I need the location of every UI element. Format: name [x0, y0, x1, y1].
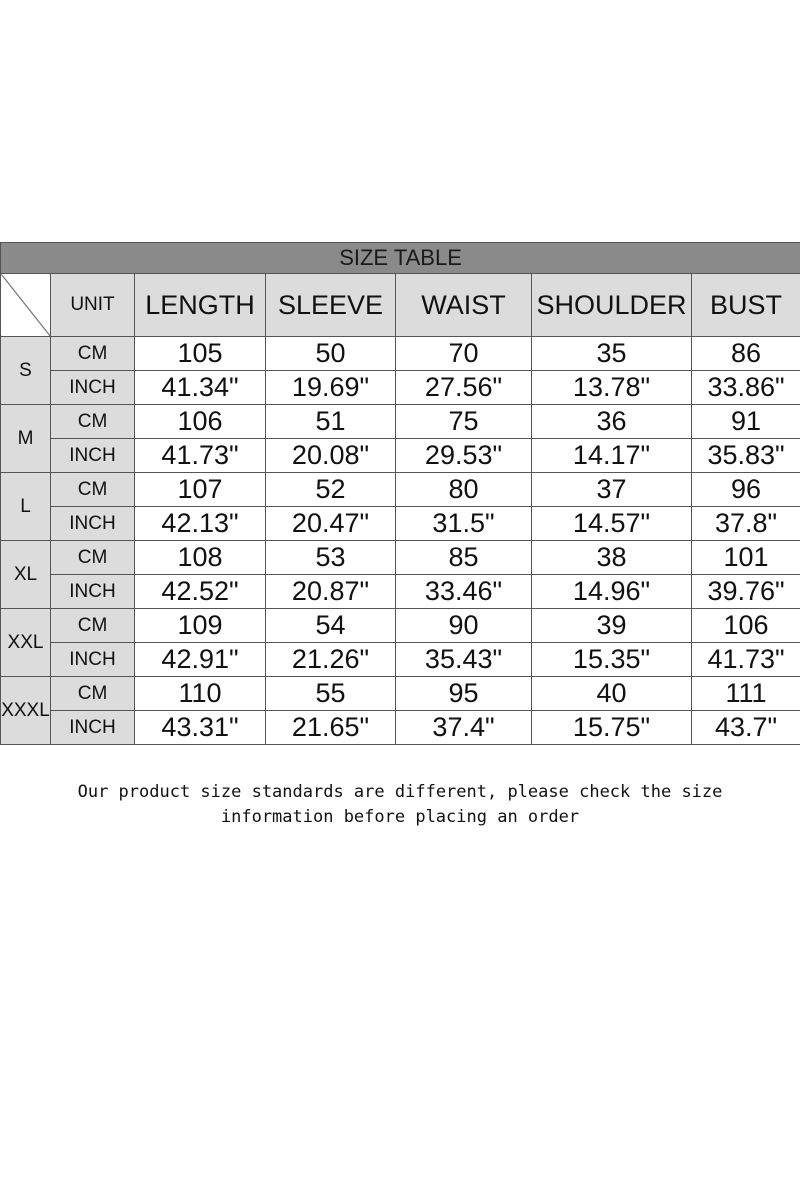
shoulder-value: 37	[532, 473, 692, 507]
note-line-2: information before placing an order	[220, 807, 580, 827]
waist-value: 37.4"	[396, 711, 532, 745]
sleeve-value: 54	[266, 609, 396, 643]
sleeve-header: SLEEVE	[266, 274, 396, 337]
unit-label-inch: INCH	[51, 371, 135, 405]
waist-value: 70	[396, 337, 532, 371]
shoulder-value: 40	[532, 677, 692, 711]
unit-label-cm: CM	[51, 541, 135, 575]
waist-value: 35.43"	[396, 643, 532, 677]
size-note	[0, 780, 800, 830]
table-row	[1, 711, 800, 745]
table-row	[1, 507, 800, 541]
unit-label-inch: INCH	[51, 439, 135, 473]
shoulder-value: 14.57"	[532, 507, 692, 541]
table-row	[1, 609, 800, 643]
shoulder-value: 38	[532, 541, 692, 575]
bust-value: 96	[692, 473, 800, 507]
table-row	[1, 643, 800, 677]
unit-label-inch: INCH	[51, 507, 135, 541]
size-table	[0, 242, 800, 745]
bust-value: 111	[692, 677, 800, 711]
sleeve-value: 20.08"	[266, 439, 396, 473]
unit-header: UNIT	[51, 274, 135, 337]
length-value: 41.73"	[135, 439, 266, 473]
length-value: 105	[135, 337, 266, 371]
sleeve-value: 53	[266, 541, 396, 575]
unit-label-inch: INCH	[51, 643, 135, 677]
length-value: 108	[135, 541, 266, 575]
table-row	[1, 473, 800, 507]
length-value: 109	[135, 609, 266, 643]
unit-label-inch: INCH	[51, 711, 135, 745]
sleeve-value: 21.65"	[266, 711, 396, 745]
table-row	[1, 541, 800, 575]
unit-label-cm: CM	[51, 609, 135, 643]
shoulder-value: 14.17"	[532, 439, 692, 473]
header-row	[1, 274, 800, 337]
table-row	[1, 575, 800, 609]
waist-value: 31.5"	[396, 507, 532, 541]
waist-value: 33.46"	[396, 575, 532, 609]
size-label: S	[1, 337, 51, 405]
bust-value: 91	[692, 405, 800, 439]
sleeve-value: 21.26"	[266, 643, 396, 677]
size-label: XL	[1, 541, 51, 609]
length-value: 41.34"	[135, 371, 266, 405]
length-value: 42.91"	[135, 643, 266, 677]
unit-label-cm: CM	[51, 405, 135, 439]
waist-value: 85	[396, 541, 532, 575]
length-value: 106	[135, 405, 266, 439]
sleeve-value: 19.69"	[266, 371, 396, 405]
table-title: SIZE TABLE	[1, 243, 800, 274]
shoulder-value: 14.96"	[532, 575, 692, 609]
length-value: 42.13"	[135, 507, 266, 541]
shoulder-value: 15.75"	[532, 711, 692, 745]
table-row	[1, 371, 800, 405]
size-label: XXL	[1, 609, 51, 677]
note-line-1: Our product size standards are different, please check the size	[77, 782, 723, 802]
sleeve-value: 52	[266, 473, 396, 507]
size-label: M	[1, 405, 51, 473]
bust-value: 35.83"	[692, 439, 800, 473]
length-header: LENGTH	[135, 274, 266, 337]
size-label: XXXL	[1, 677, 51, 745]
waist-value: 95	[396, 677, 532, 711]
bust-header: BUST	[692, 274, 800, 337]
shoulder-value: 39	[532, 609, 692, 643]
waist-value: 80	[396, 473, 532, 507]
table-row	[1, 337, 800, 371]
table-row	[1, 439, 800, 473]
bust-value: 39.76"	[692, 575, 800, 609]
waist-value: 27.56"	[396, 371, 532, 405]
shoulder-value: 36	[532, 405, 692, 439]
shoulder-value: 15.35"	[532, 643, 692, 677]
waist-value: 75	[396, 405, 532, 439]
waist-header: WAIST	[396, 274, 532, 337]
bust-value: 86	[692, 337, 800, 371]
unit-label-cm: CM	[51, 677, 135, 711]
bust-value: 101	[692, 541, 800, 575]
shoulder-value: 35	[532, 337, 692, 371]
length-value: 43.31"	[135, 711, 266, 745]
corner-cell	[1, 274, 51, 337]
length-value: 42.52"	[135, 575, 266, 609]
sleeve-value: 20.87"	[266, 575, 396, 609]
length-value: 110	[135, 677, 266, 711]
size-label: L	[1, 473, 51, 541]
table-row	[1, 405, 800, 439]
bust-value: 106	[692, 609, 800, 643]
waist-value: 90	[396, 609, 532, 643]
table-row	[1, 677, 800, 711]
unit-label-cm: CM	[51, 337, 135, 371]
bust-value: 41.73"	[692, 643, 800, 677]
bust-value: 33.86"	[692, 371, 800, 405]
unit-label-inch: INCH	[51, 575, 135, 609]
length-value: 107	[135, 473, 266, 507]
waist-value: 29.53"	[396, 439, 532, 473]
unit-label-cm: CM	[51, 473, 135, 507]
bust-value: 43.7"	[692, 711, 800, 745]
sleeve-value: 51	[266, 405, 396, 439]
shoulder-value: 13.78"	[532, 371, 692, 405]
sleeve-value: 55	[266, 677, 396, 711]
sleeve-value: 50	[266, 337, 396, 371]
bust-value: 37.8"	[692, 507, 800, 541]
shoulder-header: SHOULDER	[532, 274, 692, 337]
sleeve-value: 20.47"	[266, 507, 396, 541]
size-table-body	[1, 337, 800, 745]
